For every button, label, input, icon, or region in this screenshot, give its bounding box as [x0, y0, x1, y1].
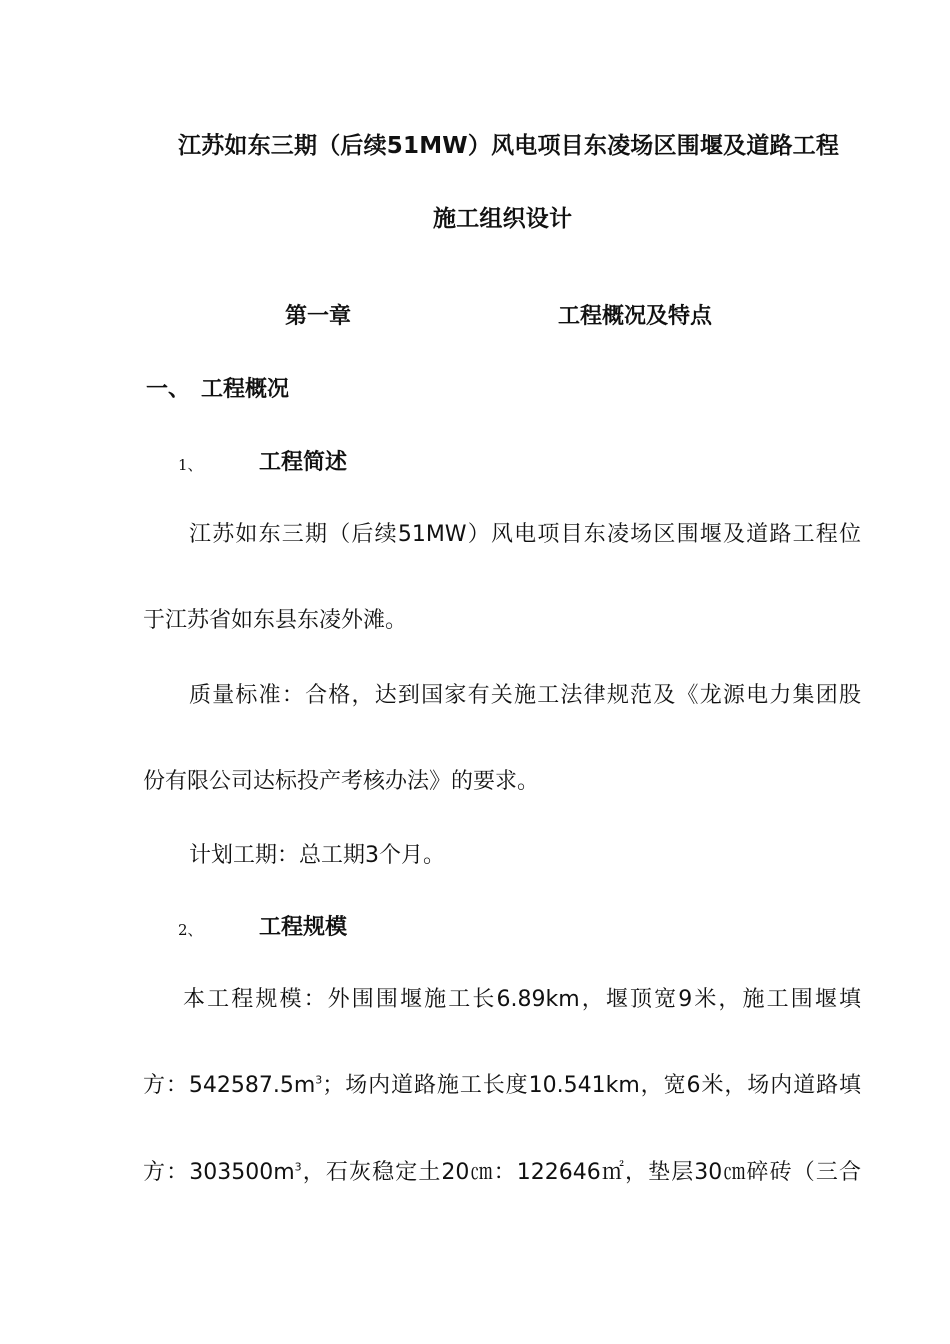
paragraph-4-line3-start: 方：303500m: [143, 1160, 295, 1185]
section-title: 工程概况: [201, 377, 290, 402]
chapter-title: 工程概况及特点: [558, 304, 713, 329]
paragraph-2-line1: 质量标准：合格，达到国家有关施工法律规范及《龙源电力集团股: [189, 683, 861, 708]
paragraph-4-line1: 本工程规模：外围围堰施工长6.89km，堰顶宽9米，施工围堰填: [183, 987, 861, 1012]
subsection-1-title: 工程简述: [259, 450, 348, 475]
document-title-line1: 江苏如东三期（后续51MW）风电项目东凌场区围堰及道路工程: [178, 133, 840, 159]
paragraph-4-line2-start: 方：542587.5m: [143, 1073, 316, 1098]
chapter-label: 第一章: [285, 304, 352, 329]
subsection-1-marker: 1、: [178, 456, 203, 474]
paragraph-3: 计划工期：总工期3个月。: [189, 843, 445, 868]
section-marker: 一、: [146, 377, 191, 402]
superscript-3: 3: [294, 1160, 302, 1174]
subsection-2-title: 工程规模: [259, 915, 348, 940]
paragraph-4-line2: [143, 1071, 861, 1101]
paragraph-4-line3: [143, 1158, 861, 1188]
superscript-3: 3: [315, 1073, 323, 1087]
paragraph-2-line2: 份有限公司达标投产考核办法》的要求。: [143, 769, 540, 794]
paragraph-4-line2-end: ；场内道路施工长度10.541km，宽6米，场内道路填: [322, 1073, 861, 1098]
paragraph-4-line3-end: ，石灰稳定土20㎝：122646㎡，垫层30㎝碎砖（三合: [301, 1160, 861, 1185]
paragraph-1-line2: 于江苏省如东县东凌外滩。: [143, 608, 408, 633]
document-title-line2: 施工组织设计: [433, 206, 573, 232]
paragraph-1-line1: 江苏如东三期（后续51MW）风电项目东凌场区围堰及道路工程位: [189, 522, 861, 547]
subsection-2-marker: 2、: [178, 921, 203, 939]
